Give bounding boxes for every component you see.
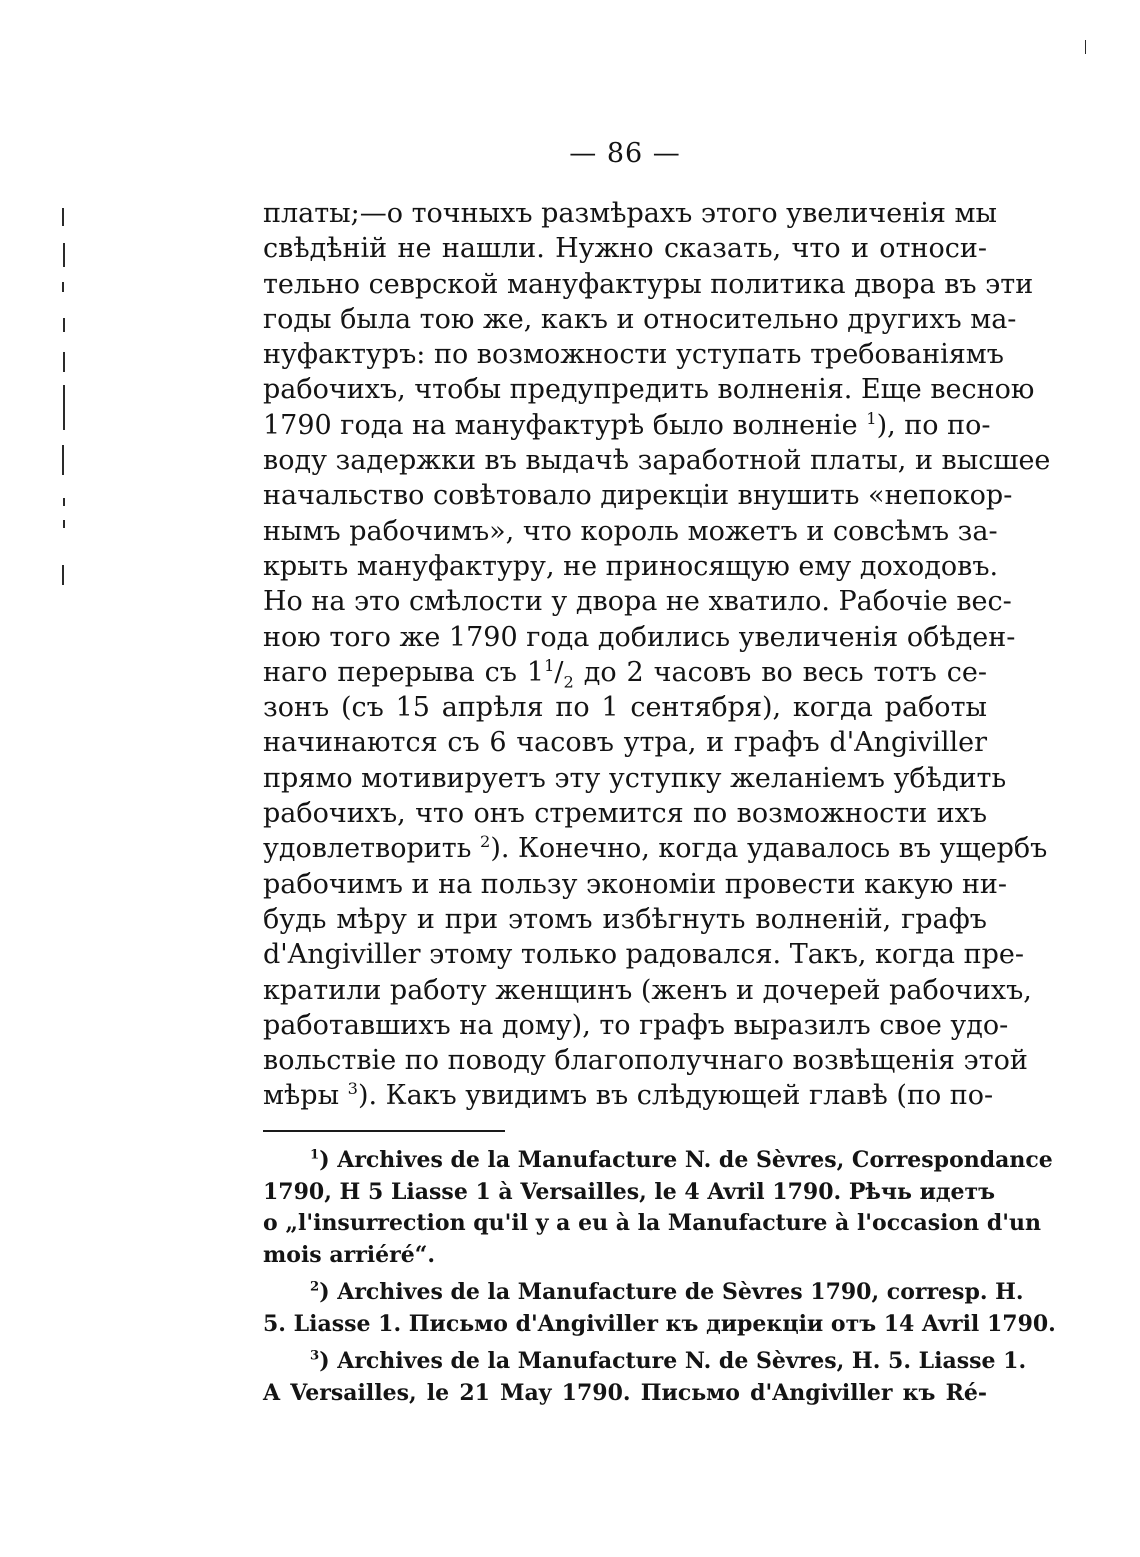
footnote-line: mois arriéré“. [263, 1241, 436, 1268]
body-line-text: ). Конечно, когда удавалось въ ущербъ [490, 833, 1048, 865]
body-line: начальство совѣтовало дирекціи внушить «непокор- [263, 480, 1013, 512]
fraction-slash: / [554, 656, 564, 688]
footnote-line [263, 1145, 1053, 1177]
scan-artifact [63, 243, 65, 267]
body-line: вольствіе по поводу благополучнаго возвѣщенія этой [263, 1045, 1028, 1077]
footnote-line: 1790, H 5 Liasse 1 à Versailles, le 4 Avril 1790. Рѣчь идетъ [263, 1178, 996, 1205]
body-line: воду задержки въ выдачѣ заработной платы, и высшее [263, 445, 1051, 477]
page-number: — 86 — [569, 138, 681, 169]
body-line: начинаются съ 6 часовъ утра, и графъ d'Angiviller [263, 727, 987, 759]
body-line: свѣдѣній не нашли. Нужно сказать, что и относи- [263, 233, 987, 265]
body-line [263, 1078, 994, 1113]
body-text [263, 196, 1051, 1114]
body-line-text: мѣры [263, 1080, 340, 1112]
body-line: рабочихъ, что онъ стремится по возможности ихъ [263, 798, 987, 830]
scan-artifact [63, 318, 65, 332]
scan-artifact [62, 565, 64, 585]
footnote-line [263, 1346, 1027, 1378]
body-line: рабочихъ, чтобы предупредить волненія. Еще весною [263, 374, 1035, 406]
scan-artifact [1085, 40, 1086, 54]
body-line: работавшихъ на дому), то графъ выразилъ свое удо- [263, 1009, 1009, 1041]
body-line: ною того же 1790 года добились увеличенія обѣден- [263, 621, 1016, 653]
footnote-line [263, 1277, 1024, 1309]
body-line-text: ). Какъ увидимъ въ слѣдующей главѣ (по по- [357, 1080, 994, 1112]
scan-artifact [63, 520, 65, 528]
body-line: нымъ рабочимъ», что король можетъ и совсѣмъ за- [263, 515, 998, 547]
scan-artifact [62, 445, 64, 475]
body-line [263, 655, 987, 690]
body-line: Но на это смѣлости у двора не хватило. Рабочіе вес- [263, 586, 1012, 618]
scan-artifact [63, 352, 65, 372]
footnote-marker: 3 [310, 1348, 320, 1364]
fraction-numerator: 1 [544, 655, 555, 675]
body-line: d'Angiviller этому только радовался. Такъ, когда пре- [263, 939, 1024, 971]
footnotes [263, 1145, 1056, 1409]
body-line: крыть мануфактуру, не приносящую ему доходовъ. [263, 550, 999, 582]
body-line: прямо мотивируетъ эту уступку желаніемъ убѣдить [263, 762, 1007, 794]
footnote-ref: 1 [866, 408, 877, 428]
scan-artifact [63, 498, 65, 506]
body-line [263, 831, 1048, 866]
scan-artifact [62, 208, 64, 226]
footnote-text: ) Archives de la Manufacture de Sèvres 1790, corresp. H. [319, 1279, 1024, 1305]
body-line-text: наго перерыва съ 1 [263, 656, 545, 688]
body-line: нуфактуръ: по возможности уступать требованіямъ [263, 339, 1004, 371]
footnote-ref: 2 [480, 832, 491, 852]
body-line-text: удовлетворить [263, 833, 472, 865]
footnote-marker: 1 [310, 1147, 320, 1163]
body-line: зонъ (съ 15 апрѣля по 1 сентября), когда работы [263, 692, 987, 724]
body-line-text: до 2 часовъ во весь тотъ се- [573, 656, 988, 688]
body-line: тельно севрской мануфактуры политика двора въ эти [263, 268, 1034, 300]
body-line-text: 1790 года на мануфактурѣ было волненіе [263, 409, 858, 441]
body-line: годы была тою же, какъ и относительно другихъ ма- [263, 303, 1017, 335]
body-line: платы;—о точныхъ размѣрахъ этого увеличенія мы [263, 198, 997, 229]
footnote-ref: 3 [347, 1079, 358, 1099]
footnote-line: 5. Liasse 1. Письмо d'Angiviller къ дирекціи отъ 14 Avril 1790. [263, 1310, 1056, 1337]
footnote-text: ) Archives de la Manufacture N. de Sèvres, H. 5. Liasse 1. [319, 1348, 1027, 1374]
body-line-text: ), по по- [876, 409, 991, 441]
footnote-line: A Versailles, le 21 May 1790. Письмо d'Angiviller къ Ré- [263, 1379, 987, 1406]
footnote-divider [263, 1130, 505, 1132]
footnote-line: о „l'insurrection qu'il y a eu à la Manufacture à l'occasion d'un [263, 1210, 1041, 1236]
body-line [263, 408, 991, 443]
fraction-denominator: 2 [563, 672, 574, 692]
body-line: будь мѣру и при этомъ избѣгнуть волненій, графъ [263, 903, 987, 935]
body-line: кратили работу женщинъ (женъ и дочерей рабочихъ, [263, 974, 1032, 1006]
scan-artifact [62, 282, 64, 292]
scan-artifact [63, 385, 65, 430]
footnote-marker: 2 [310, 1279, 320, 1295]
footnote-text: ) Archives de la Manufacture N. de Sèvres, Correspondance [319, 1147, 1053, 1173]
body-line: рабочимъ и на пользу экономіи провести какую ни- [263, 868, 1008, 900]
